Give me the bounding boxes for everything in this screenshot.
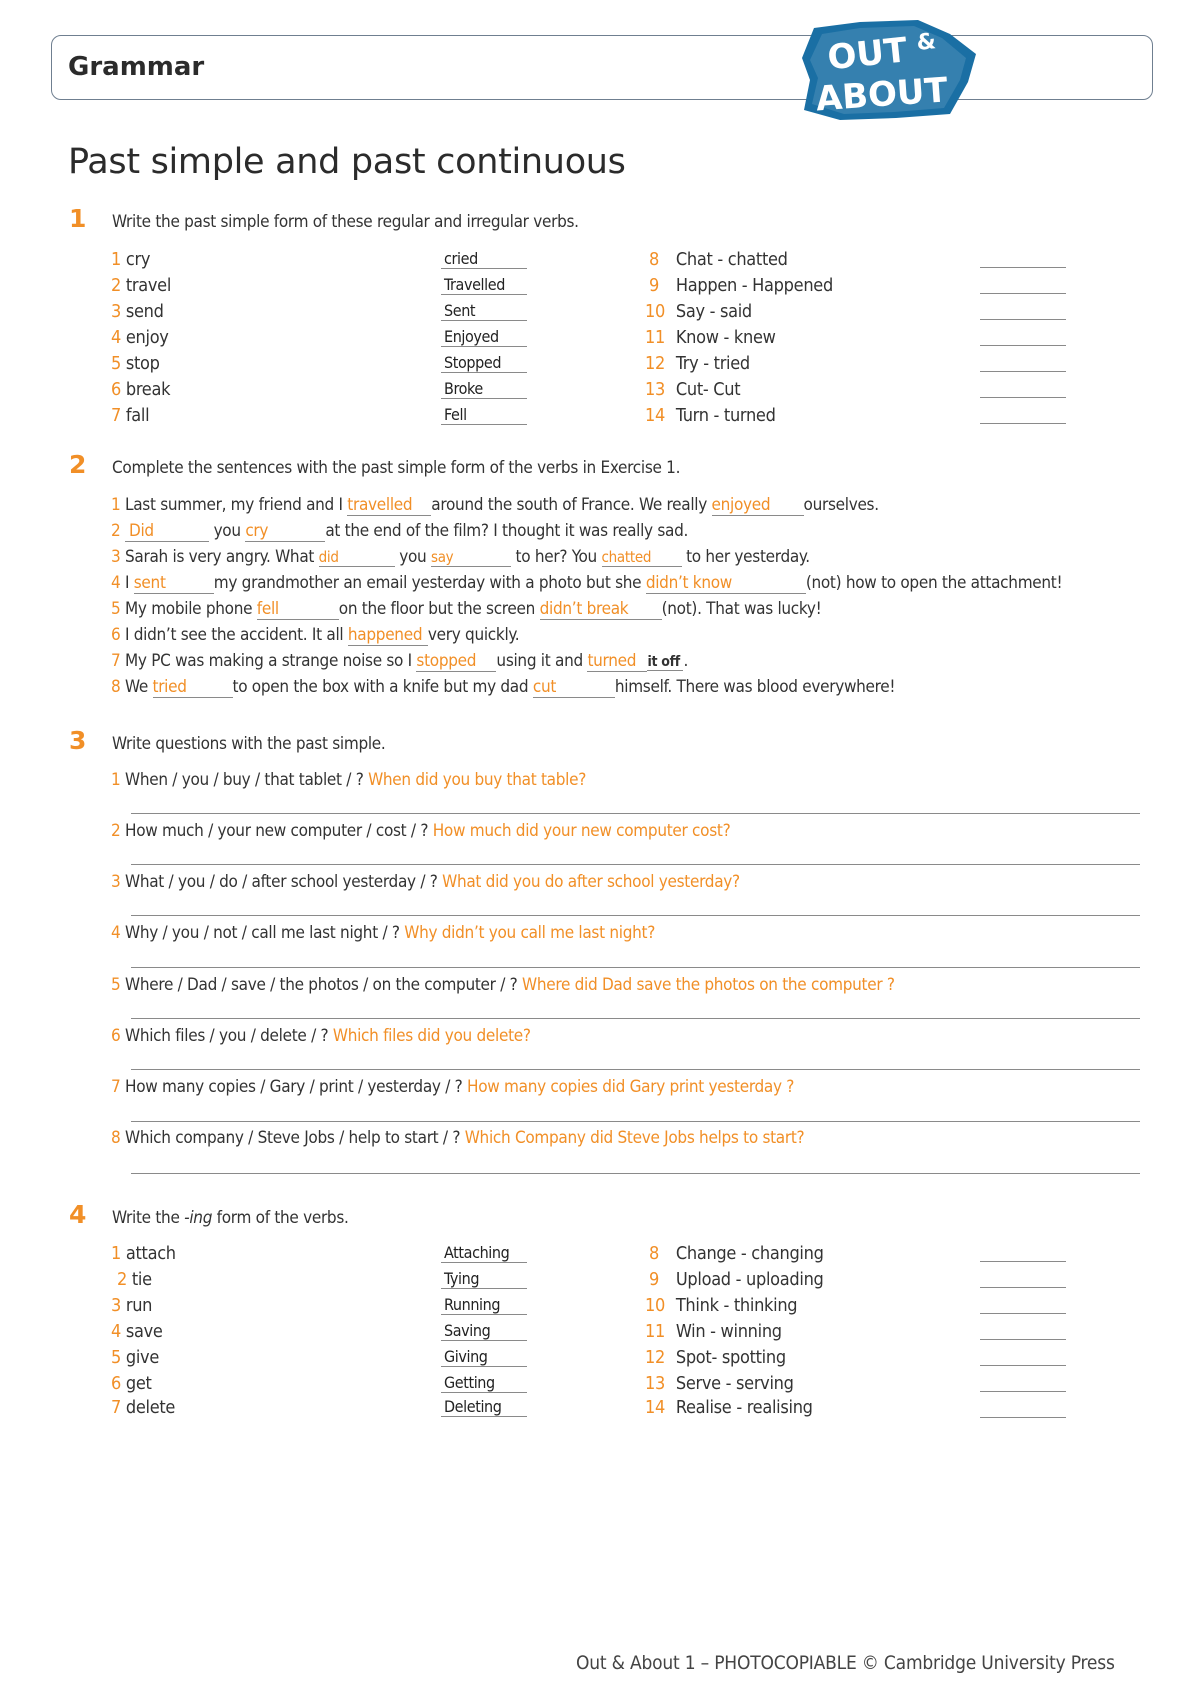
- ex1-answer-blank[interactable]: [980, 370, 1066, 372]
- out-and-about-logo: [800, 18, 978, 122]
- ex4-answer-blank[interactable]: [980, 1364, 1066, 1366]
- ex2-sentence: 5 My mobile phone fell on the floor but the screen didn’t break (not). That was lucky!: [111, 599, 822, 619]
- ex3-question: 4 Why / you / not / call me last night / ? Why didn’t you call me last night?: [111, 923, 656, 943]
- ex2-sentence: 3 Sarah is very angry. What did you say to her? You chatted to her yesterday.: [111, 547, 810, 567]
- ex1-answer-field[interactable]: Broke: [441, 379, 527, 399]
- ex1-answer-field[interactable]: Enjoyed: [441, 327, 527, 347]
- ex1-answer-field[interactable]: Travelled: [441, 275, 527, 295]
- ex4-answer-blank[interactable]: [980, 1286, 1066, 1288]
- ex4-answer-field[interactable]: Deleting: [441, 1397, 527, 1417]
- exercise-2-number: 2: [69, 450, 87, 479]
- ex1-item: 13 Cut- Cut: [645, 379, 741, 400]
- ex4-answer-field[interactable]: Saving: [441, 1321, 527, 1341]
- ex4-answer-blank[interactable]: [980, 1312, 1066, 1314]
- ex3-question: 2 How much / your new computer / cost / ? How much did your new computer cost?: [111, 821, 731, 841]
- ex1-answer-field[interactable]: Sent: [441, 301, 527, 321]
- ex1-answer-blank[interactable]: [980, 344, 1066, 346]
- logo-text-amp: &: [915, 29, 938, 57]
- section-header: [51, 35, 1153, 100]
- ex4-item: 9 Upload - uploading: [649, 1269, 824, 1290]
- ex4-answer-field[interactable]: Getting: [441, 1373, 527, 1393]
- ex3-question: 6 Which files / you / delete / ? Which files did you delete?: [111, 1026, 531, 1046]
- ex3-answer-line[interactable]: [131, 966, 1140, 968]
- ex4-answer-field[interactable]: Attaching: [441, 1243, 527, 1263]
- ex2-sentence: 6 I didn’t see the accident. It all happened very quickly.: [111, 625, 520, 645]
- ex1-answer-field[interactable]: Stopped: [441, 353, 527, 373]
- ex4-item: 12 Spot- spotting: [645, 1347, 786, 1368]
- ex4-item: 1 attach: [111, 1243, 176, 1264]
- ex4-answer-blank[interactable]: [980, 1390, 1066, 1392]
- ex4-answer-blank[interactable]: [980, 1416, 1066, 1418]
- ex4-answer-field[interactable]: Tying: [441, 1269, 527, 1289]
- ex3-question: 5 Where / Dad / save / the photos / on the computer / ? Where did Dad save the photos on the computer ?: [111, 975, 895, 995]
- ex4-answer-field[interactable]: Giving: [441, 1347, 527, 1367]
- ex2-sentence: 4 I sent my grandmother an email yesterday with a photo but she didn’t know (not) how to open the attachment!: [111, 573, 1063, 593]
- ex2-sentence: 7 My PC was making a strange noise so I stopped using it and turned it off .: [111, 651, 688, 671]
- ex3-answer-line[interactable]: [131, 1120, 1140, 1122]
- ex2-sentence: 1 Last summer, my friend and I travelled around the south of France. We really enjoyed ourselves.: [111, 495, 879, 515]
- ex4-item: 10 Think - thinking: [645, 1295, 798, 1316]
- ex1-item: 4 enjoy: [111, 327, 169, 348]
- ex1-item: 10 Say - said: [645, 301, 752, 322]
- ex4-item: 14 Realise - realising: [645, 1397, 813, 1418]
- page-footer: Out & About 1 – PHOTOCOPIABLE © Cambridge University Press: [576, 1652, 1115, 1674]
- ex3-answer-line[interactable]: [131, 863, 1140, 865]
- ex1-answer-blank[interactable]: [980, 396, 1066, 398]
- ex2-sentence: 2 Did you cry at the end of the film? I thought it was really sad.: [111, 521, 689, 541]
- exercise-1-instruction: Write the past simple form of these regular and irregular verbs.: [112, 212, 579, 232]
- ex3-question: 7 How many copies / Gary / print / yesterday / ? How many copies did Gary print yesterday ?: [111, 1077, 795, 1097]
- ex4-item: 5 give: [111, 1347, 159, 1368]
- ex1-item: 8 Chat - chatted: [649, 249, 788, 270]
- ex1-answer-blank[interactable]: [980, 292, 1066, 294]
- ex1-answer-blank[interactable]: [980, 422, 1066, 424]
- ex4-item: 3 run: [111, 1295, 153, 1316]
- ex1-answer-blank[interactable]: [980, 266, 1066, 268]
- ex3-answer-line[interactable]: [131, 812, 1140, 814]
- exercise-3-number: 3: [69, 726, 87, 755]
- exercise-3-instruction: Write questions with the past simple.: [112, 734, 386, 754]
- ex4-item: 13 Serve - serving: [645, 1373, 794, 1394]
- ex4-answer-blank[interactable]: [980, 1260, 1066, 1262]
- ex4-item: 8 Change - changing: [649, 1243, 824, 1264]
- ex1-item: 3 send: [111, 301, 164, 322]
- ex4-item: 4 save: [111, 1321, 163, 1342]
- ex3-answer-line[interactable]: [131, 1172, 1140, 1174]
- logo-text-out: OUT: [825, 30, 910, 79]
- ex1-item: 11 Know - knew: [645, 327, 776, 348]
- ex4-answer-field[interactable]: Running: [441, 1295, 527, 1315]
- ex4-item: 7 delete: [111, 1397, 176, 1418]
- ex1-answer-blank[interactable]: [980, 318, 1066, 320]
- ex3-answer-line[interactable]: [131, 1068, 1140, 1070]
- ex1-item: 5 stop: [111, 353, 160, 374]
- logo-text-about: ABOUT: [814, 70, 949, 120]
- page-title: Past simple and past continuous: [68, 142, 626, 182]
- ex1-item: 2 travel: [111, 275, 172, 296]
- ex1-item: 12 Try - tried: [645, 353, 750, 374]
- exercise-1-number: 1: [69, 204, 87, 233]
- ex3-answer-line[interactable]: [131, 1017, 1140, 1019]
- ex3-question: 3 What / you / do / after school yesterday / ? What did you do after school yesterday?: [111, 872, 740, 892]
- exercise-2-instruction: Complete the sentences with the past simple form of the verbs in Exercise 1.: [112, 458, 681, 478]
- ex4-item: 6 get: [111, 1373, 152, 1394]
- ex1-item: 14 Turn - turned: [645, 405, 776, 426]
- ex1-item: 6 break: [111, 379, 171, 400]
- ex2-sentence: 8 We tried to open the box with a knife but my dad cut himself. There was blood everywhere!: [111, 677, 896, 697]
- ex1-answer-field[interactable]: Fell: [441, 405, 527, 425]
- ex3-answer-line[interactable]: [131, 914, 1140, 916]
- ex1-answer-field[interactable]: cried: [441, 249, 527, 269]
- ex1-item: 9 Happen - Happened: [649, 275, 833, 296]
- exercise-4-number: 4: [69, 1200, 87, 1229]
- ex1-item: 1 cry: [111, 249, 151, 270]
- exercise-4-instruction: Write the -ing form of the verbs.: [112, 1208, 349, 1228]
- ex4-item: 2 tie: [117, 1269, 152, 1290]
- ex4-answer-blank[interactable]: [980, 1338, 1066, 1340]
- ex4-item: 11 Win - winning: [645, 1321, 782, 1342]
- ex3-question: 1 When / you / buy / that tablet / ? When did you buy that table?: [111, 770, 587, 790]
- section-title: Grammar: [68, 52, 205, 82]
- ex3-question: 8 Which company / Steve Jobs / help to start / ? Which Company did Steve Jobs helps to start?: [111, 1128, 805, 1148]
- ex1-item: 7 fall: [111, 405, 150, 426]
